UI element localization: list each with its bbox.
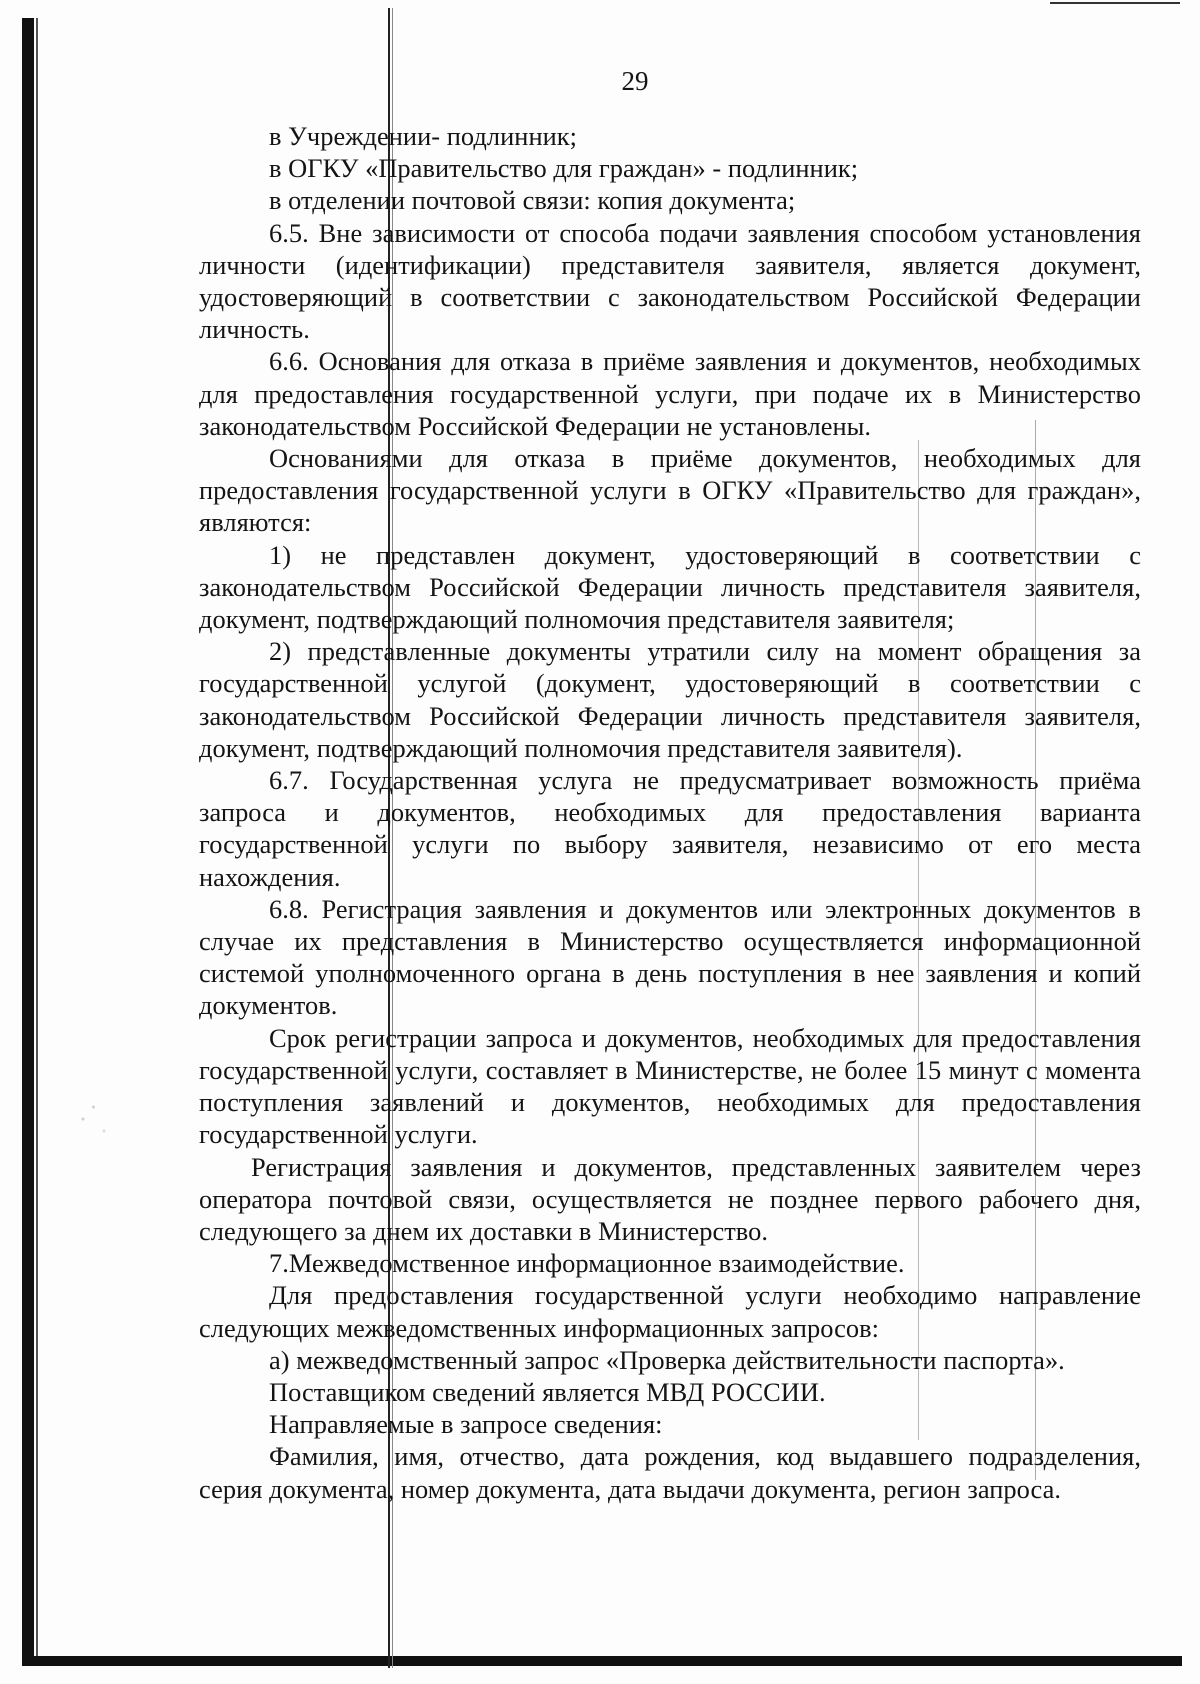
paragraph: 6.8. Регистрация заявления и документов или электронных документов в случае их представления в Министерство осуществляется информационной системой уполномоченного органа в день поступления в нее заявления и копий документов. bbox=[199, 893, 1141, 1021]
paragraph: 6.7. Государственная услуга не предусматривает возможность приёма запроса и документов, необходимых для предоставления варианта государственной услуги по выбору заявителя, независимо от его места нахождения. bbox=[199, 765, 1141, 892]
section-heading: 7.Межведомственное информационное взаимодействие. bbox=[269, 1248, 905, 1279]
paragraph: в Учреждении- подлинник; bbox=[269, 121, 578, 151]
scan-edge-left bbox=[22, 18, 34, 1666]
scan-edge-top bbox=[1050, 2, 1180, 4]
document-body bbox=[199, 120, 1141, 1505]
paragraph: 6.5. Вне зависимости от способа подачи заявления способом установления личности (идентификации) представителя заявителя, является документ, удостоверяющий в соответствии с законодательством Российской Федерации личность. bbox=[199, 217, 1141, 345]
paragraph: в отделении почтовой связи: копия документа; bbox=[269, 185, 796, 216]
list-item: а) межведомственный запрос «Проверка действительности паспорта». bbox=[269, 1344, 1065, 1375]
paragraph: 6.6. Основания для отказа в приёме заявления и документов, необходимых для предоставления государственной услуги, при подаче их в Министерство законодательством Российской Федерации не установлены. bbox=[199, 346, 1141, 441]
paragraph: Направляемые в запросе сведения: bbox=[269, 1409, 663, 1440]
list-item: 2) представленные документы утратили силу на момент обращения за государственной услугой (документ, удостоверяющий в соответствии с законодательством Российской Федерации личность представителя заявителя, документ, подтверждающий полномочия представителя заявителя). bbox=[199, 636, 1141, 763]
scan-edge-bottom bbox=[22, 1656, 1182, 1666]
page-number: 29 bbox=[621, 66, 649, 96]
list-item: 1) не представлен документ, удостоверяющий в соответствии с законодательством Российской Федерации личность представителя заявителя, документ, подтверждающий полномочия представителя заявителя; bbox=[199, 539, 1141, 635]
paragraph: Основаниями для отказа в приёме документов, необходимых для предоставления государственной услуги в ОГКУ «Правительство для граждан», являются: bbox=[199, 443, 1141, 538]
paragraph: Фамилия, имя, отчество, дата рождения, код выдавшего подразделения, серия документа, номер документа, дата выдачи документа, регион запроса. bbox=[199, 1441, 1141, 1504]
paragraph: Срок регистрации запроса и документов, необходимых для предоставления государственной услуги, составляет в Министерстве, не более 15 минут с момента поступления заявлений и документов, необходимых для предоставления государственной услуги. bbox=[199, 1022, 1141, 1150]
paragraph: в ОГКУ «Правительство для граждан» - подлинник; bbox=[269, 153, 859, 184]
paragraph: Регистрация заявления и документов, представленных заявителем через оператора почтовой связи, осуществляется не позднее первого рабочего дня, следующего за днем их доставки в Министерство. bbox=[199, 1151, 1141, 1246]
scan-edge-left-thin bbox=[36, 18, 38, 1666]
paragraph: Для предоставления государственной услуги необходимо направление следующих межведомственных информационных запросов: bbox=[199, 1280, 1141, 1343]
scan-speckle bbox=[62, 1095, 132, 1155]
paragraph: Поставщиком сведений является МВД РОССИИ. bbox=[269, 1376, 826, 1407]
